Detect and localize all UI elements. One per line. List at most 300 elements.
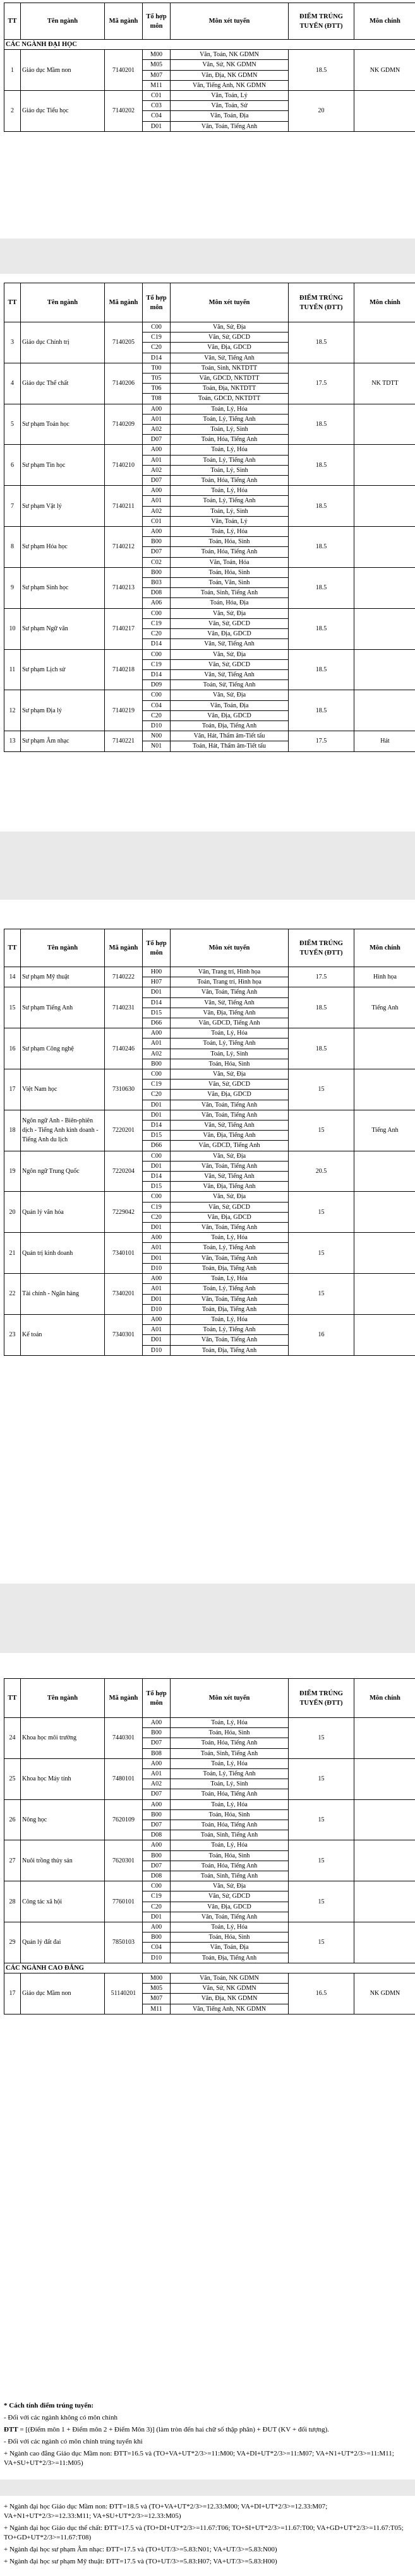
major-code: 7140211	[105, 486, 143, 527]
cutoff-score: 18.5	[289, 486, 354, 527]
combination-code: C20	[143, 1212, 171, 1222]
combination-subjects: Toán, Lý, Hóa	[171, 1314, 289, 1324]
combination-subjects: Văn, Sử, GDCD	[171, 1891, 289, 1902]
combination-subjects: Văn, Toán, Tiếng Anh	[171, 1161, 289, 1171]
table-body	[4, 40, 415, 132]
main-subject	[354, 322, 415, 363]
combination-subjects: Văn, Toán, Hóa	[171, 557, 289, 567]
table-body	[4, 967, 415, 1356]
combination-code: C02	[143, 557, 171, 567]
combination-subjects: Toán, Lý, Tiếng Anh	[171, 1769, 289, 1779]
major-code: 7140222	[105, 967, 143, 987]
major-code: 7140209	[105, 404, 143, 445]
table-row	[4, 967, 415, 977]
combination-code: D01	[143, 987, 171, 997]
major-code: 7220201	[105, 1110, 143, 1151]
notes-line-3: - Đối với các ngành có môn chính trúng tuyển khi	[4, 2438, 143, 2445]
combination-subjects: Toán, Trang trí, Hình họa	[171, 977, 289, 987]
cutoff-score: 18.5	[289, 608, 354, 649]
combination-subjects: Toán, Lý, Sinh	[171, 425, 289, 435]
main-subject	[354, 1922, 415, 1963]
combination-subjects: Toán, Sinh, Tiếng Anh	[171, 1871, 289, 1881]
major-name: Sư phạm Địa lý	[21, 690, 105, 731]
row-number: 5	[4, 404, 21, 445]
combination-code: A00	[143, 1274, 171, 1284]
combination-code: D01	[143, 1253, 171, 1263]
combination-code: T05	[143, 373, 171, 384]
section-row	[4, 40, 415, 50]
combination-code: D66	[143, 1141, 171, 1151]
notes-formula-lead: ĐTT	[4, 2426, 18, 2433]
major-code: 7620301	[105, 1840, 143, 1881]
combination-code: D14	[143, 1120, 171, 1131]
combination-subjects: Văn, Sử, GDCD	[171, 618, 289, 628]
header-subjects: Môn xét tuyển	[171, 1679, 289, 1718]
combination-subjects: Văn, Toán, Tiếng Anh	[171, 1912, 289, 1922]
notes-line-5: + Ngành đại học Giáo dục Mầm non: ĐTT=18.5 và (TO+VA+UT*2/3>=12.33:M00; VA+DI+UT*2/3>=12.33:M07; VA+N1+UT*2/3>=12.33:M11; VA+SU+UT*2/3>=12.33:M05)	[4, 2503, 328, 2520]
major-name: Quản lý văn hóa	[21, 1192, 105, 1233]
table-row	[4, 1922, 415, 1932]
major-name: Giáo dục Thể chất	[21, 363, 105, 404]
combination-subjects: Toán, Hóa, Sinh	[171, 1728, 289, 1738]
table-header	[4, 283, 415, 322]
table-header	[4, 929, 415, 967]
main-subject	[354, 690, 415, 731]
combination-subjects: Toán, Lý, Tiếng Anh	[171, 1284, 289, 1294]
combination-code: C20	[143, 1090, 171, 1100]
combination-code: C00	[143, 1069, 171, 1079]
combination-subjects: Toán, Hóa, Tiếng Anh	[171, 435, 289, 445]
cutoff-score: 17.5	[289, 363, 354, 404]
combination-subjects: Toán, Lý, Sinh	[171, 506, 289, 516]
table-row	[4, 527, 415, 537]
combination-code: A00	[143, 1028, 171, 1038]
header-combination: Tổ hợp môn	[143, 1679, 171, 1718]
header-combination: Tổ hợp môn	[143, 3, 171, 40]
page-gap	[0, 2479, 415, 2496]
combination-subjects: Toán, Lý, Hóa	[171, 445, 289, 455]
table-row	[4, 91, 415, 101]
header-combination: Tổ hợp môn	[143, 929, 171, 967]
row-number: 4	[4, 363, 21, 404]
header-score: ĐIỂM TRÚNG TUYỂN (ĐTT)	[289, 3, 354, 40]
combination-subjects: Toán, Sinh, Tiếng Anh	[171, 1748, 289, 1758]
main-subject	[354, 1069, 415, 1110]
main-subject: Tiếng Anh	[354, 987, 415, 1028]
combination-code: B00	[143, 567, 171, 577]
major-name: Giáo dục Mầm non	[21, 50, 105, 91]
combination-subjects: Toán, Lý, Tiếng Anh	[171, 455, 289, 465]
section-title: CÁC NGÀNH CAO ĐẲNG	[4, 1963, 415, 1973]
main-subject	[354, 527, 415, 568]
table-row	[4, 322, 415, 332]
combination-subjects: Văn, Địa, Tiếng Anh	[171, 1008, 289, 1018]
combination-subjects: Văn, Sử, Tiếng Anh	[171, 639, 289, 649]
major-code: 7140218	[105, 649, 143, 690]
cutoff-score: 18.5	[289, 567, 354, 608]
combination-code: M07	[143, 70, 171, 80]
combination-subjects: Toán, Hóa, Sinh	[171, 1809, 289, 1820]
combination-subjects: Toán, Địa, Tiếng Anh	[171, 1953, 289, 1963]
table-row	[4, 1274, 415, 1284]
combination-subjects: Văn, Toán, NK GDMN	[171, 50, 289, 60]
combination-code: D15	[143, 1182, 171, 1192]
admission-table-3	[4, 929, 415, 1356]
header-main-subject: Môn chính	[354, 3, 415, 40]
section-row	[4, 1963, 415, 1973]
combination-subjects: Văn, Sử, Địa	[171, 1881, 289, 1891]
major-code: 7440301	[105, 1718, 143, 1759]
combination-subjects: Toán, Lý, Tiếng Anh	[171, 1243, 289, 1253]
combination-subjects: Văn, Sử, Tiếng Anh	[171, 669, 289, 679]
main-subject	[354, 608, 415, 649]
combination-code: A00	[143, 1922, 171, 1932]
combination-subjects: Toán, Hóa, Địa	[171, 598, 289, 608]
major-code: 7140212	[105, 527, 143, 568]
main-subject	[354, 404, 415, 445]
combination-code: M11	[143, 2004, 171, 2014]
combination-code: B00	[143, 1059, 171, 1069]
row-number: 23	[4, 1314, 21, 1355]
cutoff-score: 18.5	[289, 987, 354, 1028]
cutoff-score: 16	[289, 1314, 354, 1355]
combination-code: D09	[143, 680, 171, 690]
table-row	[4, 1840, 415, 1850]
page-gap	[0, 832, 415, 900]
combination-subjects: Văn, Sử, Tiếng Anh	[171, 353, 289, 363]
combination-subjects: Văn, Sử, Địa	[171, 649, 289, 659]
combination-subjects: Văn, Hát, Thẩm âm-Tiết tấu	[171, 731, 289, 741]
combination-code: C19	[143, 332, 171, 343]
cutoff-score: 17.5	[289, 967, 354, 987]
combination-subjects: Toán, Lý, Hóa	[171, 486, 289, 496]
combination-code: C19	[143, 1891, 171, 1902]
combination-code: B00	[143, 1850, 171, 1861]
combination-code: B00	[143, 1728, 171, 1738]
combination-subjects: Toán, Lý, Hóa	[171, 1233, 289, 1243]
combination-code: A02	[143, 465, 171, 475]
main-subject: NK GDMN	[354, 1973, 415, 2014]
block-1	[4, 3, 415, 132]
combination-subjects: Toán, Lý, Tiếng Anh	[171, 496, 289, 506]
notes	[4, 2401, 408, 2471]
row-number: 8	[4, 527, 21, 568]
major-name: Sư phạm Tiếng Anh	[21, 987, 105, 1028]
combination-subjects: Toán, Địa, Tiếng Anh	[171, 720, 289, 731]
combination-subjects: Toán, Sử, Tiếng Anh	[171, 680, 289, 690]
major-code: 7140205	[105, 322, 143, 363]
combination-subjects: Toán, Lý, Hóa	[171, 1274, 289, 1284]
table-body	[4, 1718, 415, 1963]
admission-table-1	[4, 3, 415, 132]
admission-table-4	[4, 1678, 415, 2014]
combination-subjects: Toán, Sinh, Tiếng Anh	[171, 1830, 289, 1840]
cutoff-score: 18.5	[289, 50, 354, 91]
combination-code: D10	[143, 1953, 171, 1963]
combination-subjects: Toán, Hóa, Tiếng Anh	[171, 1789, 289, 1799]
header-combination: Tổ hợp môn	[143, 283, 171, 322]
row-number: 14	[4, 967, 21, 987]
combination-code: D14	[143, 639, 171, 649]
main-subject	[354, 1028, 415, 1069]
combination-subjects: Toán, Lý, Hóa	[171, 527, 289, 537]
main-subject	[354, 1151, 415, 1192]
combination-code: D10	[143, 1304, 171, 1314]
header-main-subject: Môn chính	[354, 1679, 415, 1718]
block-2	[4, 283, 415, 752]
combination-code: C19	[143, 659, 171, 669]
combination-subjects: Toán, Hóa, Sinh	[171, 1059, 289, 1069]
combination-subjects: Toán, Lý, Hóa	[171, 1922, 289, 1932]
combination-code: B00	[143, 1932, 171, 1943]
table-row	[4, 1314, 415, 1324]
combination-code: C19	[143, 618, 171, 628]
combination-code: M05	[143, 60, 171, 70]
combination-subjects: Toán, Hát, Thẩm âm-Tiết tấu	[171, 741, 289, 751]
table-body-college	[4, 1963, 415, 2014]
combination-code: A01	[143, 455, 171, 465]
cutoff-score: 18.5	[289, 404, 354, 445]
table-row	[4, 567, 415, 577]
combination-subjects: Toán, Địa, Tiếng Anh	[171, 1304, 289, 1314]
major-code: 7140213	[105, 567, 143, 608]
combination-code: D14	[143, 1172, 171, 1182]
combination-subjects: Văn, Toán, Lý	[171, 91, 289, 101]
major-name: Giáo dục Tiểu học	[21, 91, 105, 132]
notes-line-8: + Ngành đại học sư phạm Mỹ thuật: ĐTT=17.5 và (TO+UT/3>=5.83:H07; VA+UT/3>=5.83:H00)	[4, 2558, 277, 2565]
header-score: ĐIỂM TRÚNG TUYỂN (ĐTT)	[289, 1679, 354, 1718]
cutoff-score: 15	[289, 1881, 354, 1922]
combination-code: A00	[143, 404, 171, 414]
combination-code: A01	[143, 414, 171, 424]
notes-title: * Cách tính điểm trúng tuyển:	[4, 2402, 94, 2409]
table-row	[4, 363, 415, 373]
combination-code: A00	[143, 527, 171, 537]
header-major-code: Mã ngành	[105, 1679, 143, 1718]
cutoff-score: 15	[289, 1069, 354, 1110]
combination-code: A01	[143, 496, 171, 506]
major-name: Sư phạm Lịch sử	[21, 649, 105, 690]
combination-code: D10	[143, 720, 171, 731]
combination-subjects: Toán, Lý, Hóa	[171, 1718, 289, 1728]
row-number: 2	[4, 91, 21, 132]
combination-subjects: Văn, Toán, Tiếng Anh	[171, 1110, 289, 1120]
page-gap	[0, 1584, 415, 1653]
combination-subjects: Văn, Sử, Tiếng Anh	[171, 1172, 289, 1182]
section-title: CÁC NGÀNH ĐẠI HỌC	[4, 40, 415, 50]
major-name: Sư phạm Mỹ thuật	[21, 967, 105, 987]
cutoff-score: 18.5	[289, 649, 354, 690]
header-tt: TT	[4, 3, 21, 40]
row-number: 26	[4, 1799, 21, 1840]
major-code: 7229042	[105, 1192, 143, 1233]
combination-code: C01	[143, 516, 171, 526]
notes-line-2	[4, 2425, 408, 2435]
cutoff-score: 15	[289, 1192, 354, 1233]
combination-subjects: Văn, Toán, Tiếng Anh	[171, 1253, 289, 1263]
cutoff-score: 15	[289, 1233, 354, 1274]
combination-code: A06	[143, 598, 171, 608]
row-number: 17	[4, 1069, 21, 1110]
page-gap	[0, 238, 415, 274]
table-row	[4, 987, 415, 997]
combination-subjects: Văn, Tiếng Anh, NK GDMN	[171, 80, 289, 90]
major-name: Nông học	[21, 1799, 105, 1840]
major-code: 51140201	[105, 1973, 143, 2014]
major-code: 7140246	[105, 1028, 143, 1069]
combination-code: D07	[143, 435, 171, 445]
combination-subjects: Văn, Toán, Tiếng Anh	[171, 1223, 289, 1233]
combination-subjects: Văn, Sử, Tiếng Anh	[171, 997, 289, 1008]
combination-code: D14	[143, 353, 171, 363]
combination-subjects: Văn, Toán, Tiếng Anh	[171, 121, 289, 131]
table-row	[4, 1881, 415, 1891]
combination-subjects: Văn, Sử, Tiếng Anh	[171, 1120, 289, 1131]
main-subject: NK GDMN	[354, 50, 415, 91]
combination-subjects: Văn, Toán, Địa	[171, 700, 289, 710]
combination-subjects: Văn, Toán, Sử	[171, 101, 289, 111]
combination-subjects: Toán, Lý, Tiếng Anh	[171, 1325, 289, 1335]
combination-subjects: Toán, Lý, Sinh	[171, 1049, 289, 1059]
combination-subjects: Toán, Địa, NKTDTT	[171, 384, 289, 394]
major-name: Quản lý đất đai	[21, 1922, 105, 1963]
combination-subjects: Văn, Sử, GDCD	[171, 1079, 289, 1090]
major-code: 7140221	[105, 731, 143, 751]
major-name: Sư phạm Công nghệ	[21, 1028, 105, 1069]
combination-code: A01	[143, 1284, 171, 1294]
combination-subjects: Toán, Hóa, Tiếng Anh	[171, 547, 289, 557]
combination-code: C00	[143, 322, 171, 332]
table-body	[4, 322, 415, 752]
cutoff-score: 20	[289, 91, 354, 132]
combination-code: T00	[143, 363, 171, 373]
combination-subjects: Toán, Lý, Sinh	[171, 465, 289, 475]
combination-code: D08	[143, 1830, 171, 1840]
combination-subjects: Văn, Toán, Tiếng Anh	[171, 1100, 289, 1110]
major-code: 7340101	[105, 1233, 143, 1274]
combination-code: D01	[143, 1335, 171, 1345]
major-name: Kế toán	[21, 1314, 105, 1355]
cutoff-score: 18.5	[289, 445, 354, 486]
combination-subjects: Toán, Hóa, Tiếng Anh	[171, 1738, 289, 1748]
combination-subjects: Văn, Địa, GDCD	[171, 710, 289, 720]
cutoff-score: 18.5	[289, 527, 354, 568]
combination-subjects: Toán, GDCD, NKTDTT	[171, 394, 289, 404]
table-row	[4, 1151, 415, 1161]
combination-subjects: Toán, Lý, Hóa	[171, 1758, 289, 1768]
row-number: 3	[4, 322, 21, 363]
combination-code: T08	[143, 394, 171, 404]
combination-subjects: Toán, Lý, Hóa	[171, 404, 289, 414]
combination-code: D07	[143, 476, 171, 486]
combination-code: D01	[143, 121, 171, 131]
combination-code: D10	[143, 1263, 171, 1273]
main-subject	[354, 91, 415, 132]
row-number: 9	[4, 567, 21, 608]
combination-subjects: Văn, Địa, Tiếng Anh	[171, 1131, 289, 1141]
main-subject	[354, 1718, 415, 1759]
combination-code: C00	[143, 1192, 171, 1202]
main-subject	[354, 1233, 415, 1274]
row-number: 1	[4, 50, 21, 91]
table-row	[4, 50, 415, 60]
combination-subjects: Toán, Sinh, Tiếng Anh	[171, 588, 289, 598]
header-major-name: Tên ngành	[21, 929, 105, 967]
combination-code: C04	[143, 1943, 171, 1953]
main-subject	[354, 1881, 415, 1922]
header-tt: TT	[4, 283, 21, 322]
combination-subjects: Văn, GDCD, Tiếng Anh	[171, 1141, 289, 1151]
row-number: 7	[4, 486, 21, 527]
main-subject: Hát	[354, 731, 415, 751]
combination-code: D14	[143, 997, 171, 1008]
combination-code: D07	[143, 1861, 171, 1871]
combination-subjects: Văn, Sử, Địa	[171, 1192, 289, 1202]
combination-code: B08	[143, 1748, 171, 1758]
header-subjects: Môn xét tuyển	[171, 283, 289, 322]
combination-code: D07	[143, 1820, 171, 1830]
row-number: 15	[4, 987, 21, 1028]
table-row	[4, 690, 415, 700]
combination-code: A00	[143, 1233, 171, 1243]
major-code: 7850103	[105, 1922, 143, 1963]
notes-formula: = [(Điểm môn 1 + Điểm môn 2 + Điểm Môn 3)] (làm tròn đến hai chữ số thập phân) + ĐUT (KV + đối tượng).	[18, 2426, 329, 2433]
major-name: Quản trị kinh doanh	[21, 1233, 105, 1274]
major-name: Khoa học Máy tính	[21, 1758, 105, 1799]
combination-code: H07	[143, 977, 171, 987]
row-number: 19	[4, 1151, 21, 1192]
combination-code: A00	[143, 1758, 171, 1768]
cutoff-score: 18.5	[289, 1028, 354, 1069]
combination-code: C00	[143, 690, 171, 700]
combination-code: C19	[143, 1202, 171, 1212]
combination-subjects: Văn, Sử, Địa	[171, 1151, 289, 1161]
header-main-subject: Môn chính	[354, 283, 415, 322]
main-subject	[354, 1274, 415, 1315]
combination-code: D01	[143, 1912, 171, 1922]
combination-code: D07	[143, 547, 171, 557]
notes-line-7: + Ngành đại học sư phạm Âm nhạc: ĐTT=17.5 và (TO+UT/3>=5.83:N01; VA+UT/3>=5.83:N00)	[4, 2546, 277, 2553]
combination-code: A00	[143, 1314, 171, 1324]
table-header	[4, 1679, 415, 1718]
combination-code: C19	[143, 1079, 171, 1090]
cutoff-score: 15	[289, 1274, 354, 1315]
combination-code: C00	[143, 1151, 171, 1161]
combination-code: C00	[143, 1881, 171, 1891]
combination-code: C00	[143, 649, 171, 659]
row-number: 13	[4, 731, 21, 751]
major-name: Sư phạm Toán học	[21, 404, 105, 445]
combination-subjects: Văn, Sử, GDCD	[171, 659, 289, 669]
combination-subjects: Văn, Sử, Địa	[171, 608, 289, 618]
combination-code: D01	[143, 1294, 171, 1304]
combination-subjects: Văn, Sử, Địa	[171, 690, 289, 700]
combination-subjects: Văn, Toán, Tiếng Anh	[171, 1294, 289, 1304]
major-name: Nuôi trồng thủy sản	[21, 1840, 105, 1881]
combination-code: D10	[143, 1345, 171, 1355]
row-number: 22	[4, 1274, 21, 1315]
notes-line-1: - Đối với các ngành không có môn chính	[4, 2414, 117, 2421]
main-subject	[354, 649, 415, 690]
major-code: 7140202	[105, 91, 143, 132]
major-name: Ngôn ngữ Trung Quốc	[21, 1151, 105, 1192]
combination-code: A02	[143, 1049, 171, 1059]
header-main-subject: Môn chính	[354, 929, 415, 967]
major-name: Giáo dục Mầm non	[21, 1973, 105, 2014]
block-3	[4, 929, 415, 1356]
row-number: 10	[4, 608, 21, 649]
combination-code: A00	[143, 1718, 171, 1728]
